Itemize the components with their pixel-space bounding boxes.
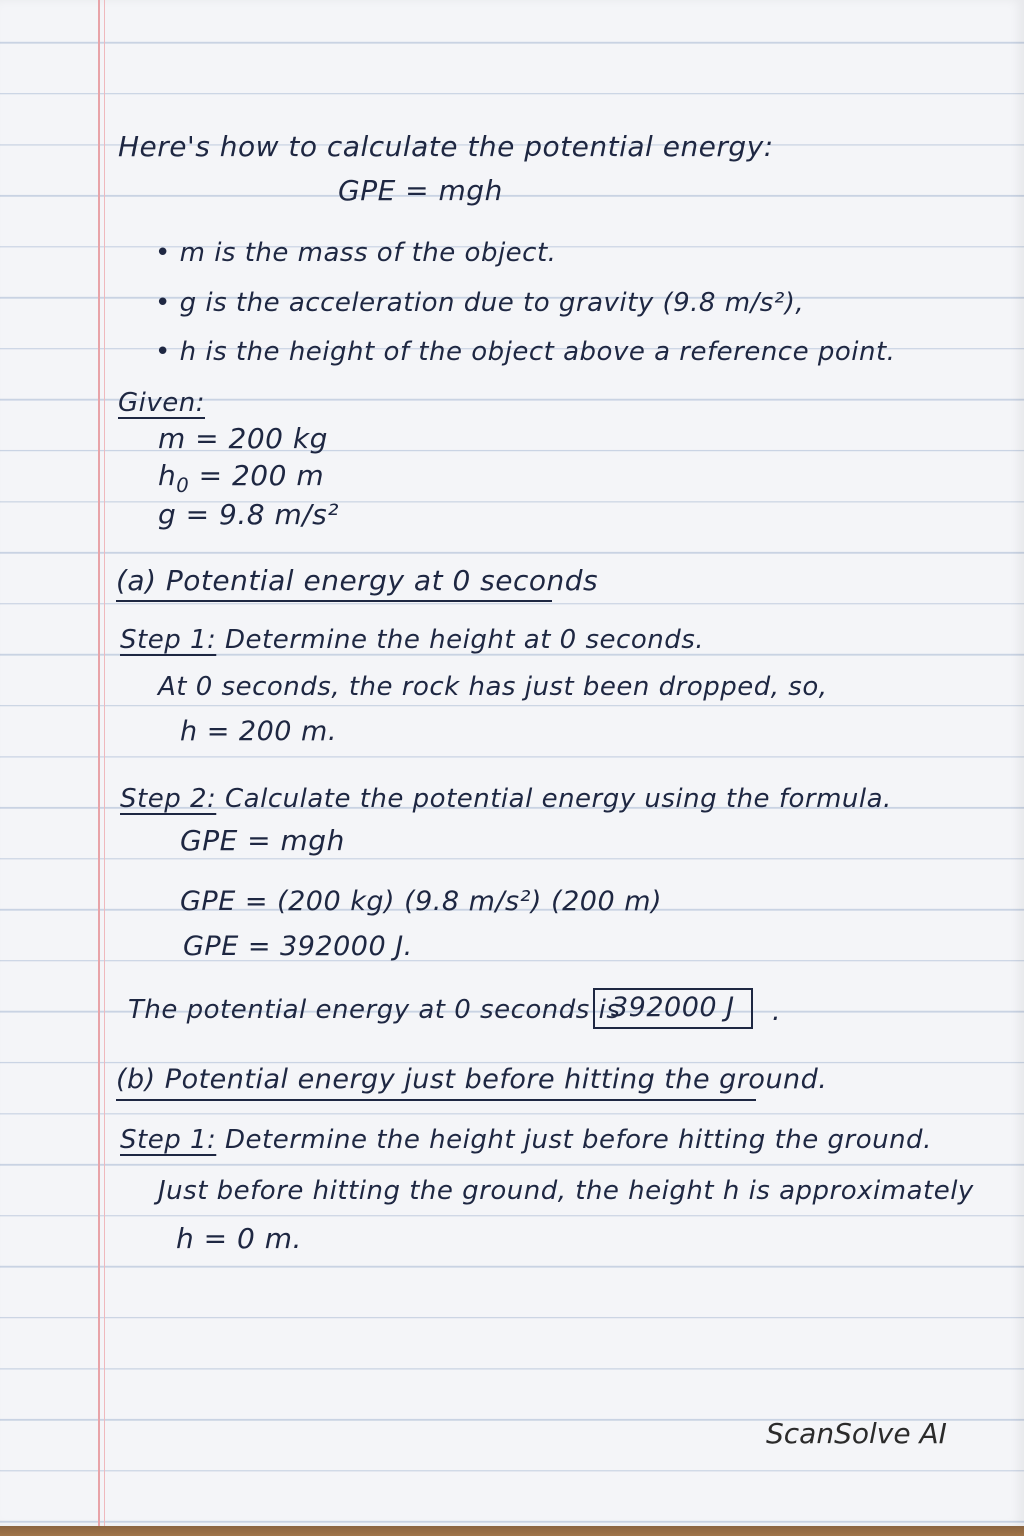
part-a-answer-box: 392000 J xyxy=(593,988,753,1029)
part-b-step1-result: h = 0 m. xyxy=(176,1222,302,1255)
part-a-equation-1: GPE = mgh xyxy=(180,824,345,857)
part-b-step1 xyxy=(120,1125,932,1155)
bullet-height: • h is the height of the object above a reference point. xyxy=(155,337,896,367)
part-b-step1-line: Just before hitting the ground, the height h is approximately xyxy=(158,1176,974,1206)
part-a-heading: (a) Potential energy at 0 seconds xyxy=(116,564,599,597)
margin-line xyxy=(98,0,100,1526)
given-height xyxy=(158,459,324,497)
given-heading: Given: xyxy=(118,388,205,418)
part-a-step2-label: Step 2: xyxy=(120,784,217,814)
part-b-step1-text: Determine the height just before hitting the ground. xyxy=(216,1125,932,1155)
part-a-step2-text: Calculate the potential energy using the formula. xyxy=(216,784,892,814)
part-a-step1-label: Step 1: xyxy=(120,625,217,655)
part-b-step1-label: Step 1: xyxy=(120,1125,217,1155)
margin-line-inner xyxy=(104,0,105,1526)
part-a-equation-2: GPE = (200 kg) (9.8 m/s²) (200 m) xyxy=(180,886,663,917)
bullet-mass: • m is the mass of the object. xyxy=(155,238,557,268)
part-a-equation-3: GPE = 392000 J. xyxy=(183,931,413,962)
scansolve-watermark: ScanSolve AI xyxy=(766,1417,947,1450)
part-b-underline xyxy=(116,1099,756,1101)
given-mass: m = 200 kg xyxy=(158,422,328,455)
part-a-period: . xyxy=(772,996,782,1027)
part-a-step1-line: At 0 seconds, the rock has just been dropped, so, xyxy=(158,672,828,702)
given-height-symbol: h xyxy=(158,459,177,492)
part-a-step2 xyxy=(120,784,892,814)
bullet-height-text: h is the height of the object above a reference point. xyxy=(179,337,896,367)
bullet-gravity-text: g is the acceleration due to gravity (9.8 m/s²), xyxy=(179,288,805,318)
given-gravity: g = 9.8 m/s² xyxy=(158,498,339,531)
part-a-step1-result: h = 200 m. xyxy=(180,716,337,747)
part-b-heading: (b) Potential energy just before hitting the ground. xyxy=(116,1064,828,1095)
bullet-gravity: • g is the acceleration due to gravity (9.8 m/s²), xyxy=(155,288,805,318)
desk-surface xyxy=(0,1526,1024,1536)
given-height-value: = 200 m xyxy=(189,459,325,492)
intro-text: Here's how to calculate the potential energy: xyxy=(118,130,774,163)
part-a-conclusion: The potential energy at 0 seconds is xyxy=(128,995,621,1025)
part-a-step1 xyxy=(120,625,704,655)
bullet-mass-text: m is the mass of the object. xyxy=(179,238,557,268)
part-a-step1-text: Determine the height at 0 seconds. xyxy=(216,625,705,655)
part-a-underline xyxy=(116,600,552,602)
given-height-subscript: 0 xyxy=(176,473,190,497)
main-formula: GPE = mgh xyxy=(338,174,503,207)
